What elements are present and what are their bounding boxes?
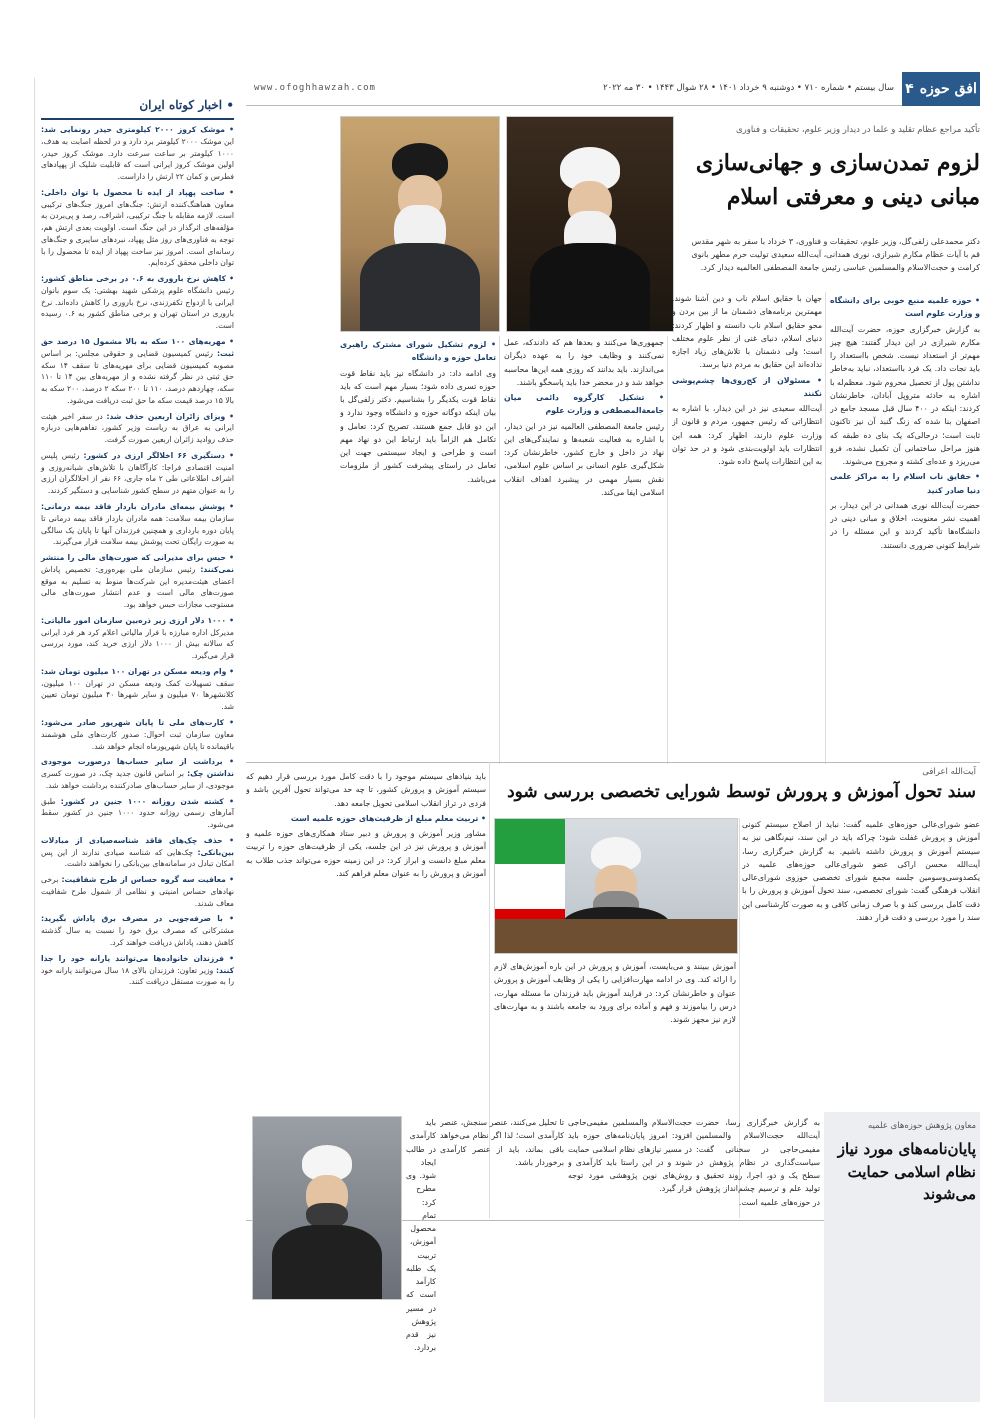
news-item	[41, 411, 234, 446]
news-item	[41, 273, 234, 332]
article1-subhead-4: • تشکیل کارگروه دائمی میان جامعة‌المصطفی و وزارت علوم	[504, 393, 664, 416]
article1-subhead-5: • لزوم تشکیل شورای مشترک راهبری تعامل حوزه و دانشگاه	[340, 340, 496, 363]
page-number: ۴	[905, 80, 914, 97]
article3-kicker: معاون پژوهش حوزه‌های علمیه	[867, 1121, 976, 1131]
article3-col2-body: حجت‌الاسلام والمسلمین مفیمی‌حاجی افزود: امروز پایان‌نامه‌های حوزه باید در مسیر نیازهای نظام اسلامی حمایت شوند و در این راستا باید کارآمدی و روش‌های نوین پژوهشی مورد توجه قرار گیرد.	[568, 1118, 692, 1194]
news-headline[interactable]: • کاهش نرخ باروری به ۰.۶ در برخی مناطق کشور:	[41, 274, 234, 284]
news-headline[interactable]: • حذف چک‌های فاقد شناسه‌صیادی از مبادلات بین‌بانکی:	[41, 835, 234, 857]
news-headline[interactable]: • معافیت سه گروه حساس از طرح شفافیت:	[61, 875, 234, 885]
article1-subhead-2: • حقایق ناب اسلام را به مراکز علمی دنیا صادر کنید	[830, 472, 980, 495]
news-headline[interactable]: • پوشش بیمه‌ای مادران باردار فاقد بیمه درمانی:	[41, 501, 234, 511]
news-list	[41, 124, 234, 988]
news-body: طبق آمارهای رسمی روزانه حدود ۱۰۰۰ جنین در کشور سقط می‌شود.	[41, 796, 234, 830]
news-headline[interactable]: • ساخت پهپاد از ایده تا محصول با توان داخلی:	[41, 187, 234, 197]
news-item	[41, 615, 234, 662]
researcher-photo	[252, 1116, 402, 1300]
article1-col4-body: وی ادامه داد: در دانشگاه نیز باید نقاط قوت حوزه تسری داده شود؛ بسیار مهم است که باید نقاط قوت یکدیگر را بشناسیم. دکتر زلفی‌گل با بیان اینکه دوگانه حوزه و دانشگاه وجود ندارد و این دو قابل جمع هستند، تصریح کرد: تعامل و تکامل هم الزاماً باید ارتباط این دو نهاد مهم است و طراحی و ایجاد سیستمی جهت این تعامل در راستای پیشرفت کشور از ملزومات می‌باشد.	[340, 368, 496, 484]
article2-subhead: • تربیت معلم مبلغ از ظرفیت‌های حوزه علمیه است	[290, 813, 486, 823]
short-news-sidebar	[34, 78, 240, 1418]
news-headline[interactable]: • دستگیری ۶۶ اخلالگر ارزی در کشور:	[83, 450, 234, 460]
article3-column-4	[406, 1116, 436, 1412]
news-body: وزیر تعاون: فرزندان بالای ۱۸ سال می‌توانند یارانه خود را به صورت مستقل دریافت کنند.	[41, 965, 234, 987]
news-body: رئیس سازمان ملی بهره‌وری: تخصیص پاداش اعضای هیئت‌مدیره این شرکت‌ها منوط به تسلیم به موقع صورت‌های مالی است و عدم انتشار صورت‌های مالی مستوجب مجازات حبس خواهد بود.	[41, 564, 234, 610]
article2-col3-body: باید بنیادهای سیستم موجود را با دقت کامل مورد بررسی قرار دهیم که سیستم آموزش و پرورش کشور، تا چه حد می‌تواند تحول آفرین باشد و فردی در تراز انقلاب اسلامی تحویل جامعه دهد.	[246, 772, 486, 808]
article1-lead: دکتر محمدعلی زلفی‌گل، وزیر علوم، تحقیقات و فناوری، ۳ خرداد با سفر به شهر مقدس قم با آیات عظام مکارم شیرازی، نوری همدانی، آیت‌الله سعیدی تولیت حرم مطهر بانوی کرامت و حجت‌الاسلام والمسلمین عباسی رئیس جامعة المصطفی العالمیه دیدار کرد.	[691, 237, 980, 272]
article3-column-3	[440, 1116, 564, 1412]
article2-col1-body: عضو شورای‌عالی حوزه‌های علمیه گفت: نباید از اصلاح سیستم کنونی آموزش و پرورش غفلت شود؛ چراکه باید در این سند، نیم‌نگاهی نیز به سیستم آموزش و پرورش داشته باشیم. به گزارش خبرگزاری رسا، آیت‌الله محسن اراکی عضو شورای‌عالی حوزه‌های علمیه در یکصدوسی‌وسومین جلسه مجمع شورای تخصصی حوزوی شورای‌عالی انقلاب فرهنگی گفت: شورای تخصصی، سند تحول آموزش و پرورش را با دقت کامل بررسی کند و با صرف زمانی کافی و به صورت کارشناسی این سند را مورد بررسی و دقت قرار دهند.	[742, 820, 980, 922]
article1-col3-body: جمهوری‌ها می‌کنند و بعدها هم که دادندکه، عمل نمی‌کنند و وظایف خود را به عهده دیگران می‌اندازند. باید بدانند که روزی همه این‌ها محاسبه خواهد شد و در محضر خدا باید پاسخگو باشند.	[504, 338, 664, 387]
article2-kicker: آیت‌الله اعرافی	[922, 767, 976, 777]
article1-col1-body2: حضرت آیت‌الله نوری همدانی در این دیدار، بر اهمیت نشر معنویت، اخلاق و مبانی دینی در دانشگاه‌ها تأکید کردند و این مسئله را در شرایط کنونی ضروری دانستند.	[830, 500, 980, 550]
article3-col4-body: باید کارآمدی در طالب ایجاد شود. وی مطرح کرد: تمام محصول آموزش، تربیت یک طلبه کارآمد است که در مسیر پژوهش نیز قدم بردارد.	[406, 1118, 436, 1353]
news-headline[interactable]: • وام ودیعه مسکن در تهران ۱۰۰ میلیون تومان شد:	[41, 666, 234, 676]
news-headline[interactable]: • موشک کروز ۲۰۰۰ کیلومتری حیدر رونمایی شد:	[41, 125, 235, 134]
article1-subhead-3: • مسئولان از کج‌روی‌ها چشم‌پوشی نکنند	[672, 375, 822, 398]
article1-col3-body2: رئیس جامعة المصطفی العالمیه نیز در این دیدار، با اشاره به فعالیت شعبه‌ها و نمایندگی‌های این نهاد در داخل و خارج کشور، خاطرنشان کرد: شکل‌گیری علوم انسانی بر اساس علوم اسلامی، نقش بسیار مهمی در پیشبرد اهداف انقلاب اسلامی ایفا می‌کند.	[504, 421, 664, 497]
article1-headline: لزوم تمدن‌سازی و جهانی‌سازی مبانی دینی و معرفتی اسلام	[695, 150, 980, 211]
news-headline[interactable]: • برداشت از سایر حساب‌ها درصورت موجودی نداشتن چک:	[41, 757, 234, 779]
article1-subhead-1: • حوزه علمیه منبع خوبی برای دانشگاه و وزارت علوم است	[830, 296, 980, 319]
sidebar-title: • اخبار کوتاه ایران	[41, 78, 234, 120]
news-headline[interactable]: • ویزای زائران اربعین حذف شد:	[106, 411, 235, 421]
news-body: معاون هماهنگ‌کننده ارتش: جنگ‌های امروز جنگ‌های ترکیبی است. لازمه مقابله با جنگ ترکیبی، اشراف، رصد و پی‌بردن به مؤلفه‌های اثرگذار در این جنگ است. اولویت بعدی ارتش هم، توجه به فناوری‌های روز مثل پهپاد، نبردهای سایبری و جنگ‌های رسانه‌ای است. امروز نیز ساخت پهپاد از ایده تا محصول را با توان داخلی محقق کرده‌ایم.	[41, 199, 234, 268]
news-body: برخی نهادهای حساس امنیتی و نظامی از شمول طرح شفافیت معاف شدند.	[41, 875, 234, 908]
news-headline[interactable]: • با صرفه‌جویی در مصرف برق پاداش بگیرید:	[41, 914, 234, 924]
news-body: رئیس دانشگاه علوم پزشکی شهید بهشتی: یک سوم بانوان ایرانی با ازدواج تکفرزندی، نرخ باروری را کاهش داده‌اند. نرخ باروری در استان تهران و برخی مناطق کشور به ۰.۶ رسیده است.	[41, 285, 234, 331]
news-item	[41, 953, 234, 988]
article3-col3-body: تا تحلیل می‌کنند، عنصر سنجش، عنصر کارآمدی است؛ لذا اگر نظام می‌خواهد باقی بماند، باید از عنصر کارآمدی برخوردار باشد.	[440, 1118, 564, 1167]
news-body: رئیس کمیسیون قضایی و حقوقی مجلس: بر اساس مصوبه کمیسیون قضایی برای مهریه‌های تا سقف ۱۴ سکه حق ثبتی در نظر گرفته نشده و از مهریه‌های بین ۱۴ تا ۱۱۰ سکه، چهاردهم درصد، ۱۱۰ تا ۲۰۰ سکه ۲ درصد، ۲۰۰ سکه به بالا ۱۵ درصد قیمت سکه ما حق ثبت دریافت می‌شود.	[41, 348, 234, 405]
news-item	[41, 756, 234, 791]
website-url[interactable]: www.ofoghhawzah.com	[254, 83, 376, 93]
article2-col2-body: آموزش ببینند و می‌بایست، آموزش و پرورش در این باره آموزش‌های لازم را ارائه کند. وی در ادامه مهارت‌افزایی را یکی از وظایف آموزش و پرورش عنوان و خاطرنشان کرد: در فرایند آموزش باید فرزندان ما مسئله مهارت، درس را بیاموزند و فهم و آماده برای ورود به جامعه باشند و به مهارت‌های لازم نیز مجهز شوند.	[494, 962, 736, 1024]
news-item	[41, 124, 234, 183]
article2-headline: سند تحول آموزش و پرورش توسط شورایی تخصصی بررسی شود	[507, 782, 976, 802]
news-body: معاون سازمان ثبت احوال: صدور کارت‌های ملی هوشمند باقیمانده تا پایان شهریورماه انجام خواهد شد.	[41, 729, 234, 751]
news-headline[interactable]: • مهریه‌های ۱۰۰ سکه به بالا مشمول ۱۵ درصد حق ثبت:	[41, 337, 234, 358]
news-item	[41, 874, 234, 909]
article1-kicker: تأکید مراجع عظام تقلید و علما در دیدار وزیر علوم، تحقیقات و فناوری	[735, 125, 980, 135]
news-item	[41, 717, 234, 752]
news-item	[41, 835, 234, 870]
news-item	[41, 187, 234, 269]
news-body: بر اساس قانون جدید چک، در صورت کسری موجودی، از سایر حساب‌های صادرکننده برداشت خواهد شد.	[41, 769, 234, 790]
news-body: این موشک ۲۰۰۰ کیلومتر برد دارد و در لحظه اصابت به هدف، ۱۰۰۰ کیلومتر بر ساعت سرعت دارد. موشک کروز حیدر، اولین موشک کروز ایرانی است که قابلیت شلیک از پهپادهای فطرس و کمان ۲۲ ارتش را داراست.	[41, 136, 235, 182]
news-item	[41, 501, 234, 548]
article3-col1-body: به گزارش خبرگزاری رسا، حضرت آیت‌الله حجت‌الاسلام والمسلمین مفیمی‌حاجی در سخنانی گفت: سیاست‌گذاری در نظام پژوهش در سطح یک و دو، اجرا، روند تحقیق و تولید علم و ترسیم چشم‌انداز پژوهش در حوزه‌های علمیه است.	[696, 1118, 820, 1207]
article2-col3-body2: مشاور وزیر آموزش و پرورش و دبیر ستاد همکاری‌های حوزه علمیه و آموزش و پرورش نیز در این جلسه، یکی از ظرفیت‌های حوزه را تربیت معلم مبلغ دانست و ابراز کرد: در این زمینه حوزه می‌تواند جذب طلاب به آموزش و پرورش را به عنوان معلم فراهم کند.	[246, 829, 486, 878]
article3-column-2	[568, 1116, 692, 1412]
news-item	[41, 552, 234, 611]
news-item	[41, 666, 234, 713]
news-headline[interactable]: • کارت‌های ملی تا پایان شهریور صادر می‌شود:	[41, 717, 234, 727]
article1-col2-body: جهان با حقایق اسلام ناب و دین آشنا شوند. مهمترین برنامه‌های دشمنان ما از بین بردن و محو حقایق اسلام ناب دانسته و اظهار کردند: دنیای اسلام، دنیای غنی از نظر علوم مختلف است؛ ولی دشمنان با تلاش‌های زیاد اجازه نداده‌اند این حقایق به مردم دنیا برسد.	[672, 294, 822, 370]
news-headline[interactable]: • کشته شدن روزانه ۱۰۰۰ جنین در کشور:	[60, 796, 234, 806]
news-body: مشترکانی که مصرف برق خود را نسبت به سال گذشته کاهش دهند، پاداش دریافت خواهند کرد.	[41, 926, 234, 947]
article1-col1-body1: به گزارش خبرگزاری حوزه، حضرت آیت‌الله مکارم شیرازی در این دیدار گفتند: هیچ چیز مهم‌تر از استعداد نیست. شخص بااستعداد را باید نجات داد. یک فرد بااستعداد، نباید به‌خاطر نداشتن پول از تحصیل محروم شود. معظم‌له با اشاره به حادثه متروپل آبادان، خاطرنشان کردند: اینکه در ۴۰۰ سال قبل مسجد جامع در اصفهان بنا شده که زنگ گنبد آن نیز تاکنون ثابت است؛ درحالی‌که یک بنای ده طبقه که هنوز مراحل ساختمانی آن تکمیل نشده، فرو می‌ریزد و عده‌ای کشته و مجروح می‌شوند.	[830, 324, 980, 466]
news-body: سازمان بیمه سلامت: همه مادران باردار فاقد بیمه درمانی تا پایان دوره بارداری و همچنین فرزندان آنها تا پایان یک سالگی به صورت رایگان تحت پوشش بیمه سلامت قرار می‌گیرند.	[41, 513, 234, 547]
news-headline[interactable]: • حبس برای مدیرانی که صورت‌های مالی را منتشر نمی‌کنند:	[41, 553, 234, 574]
news-body: رئیس پلیس امنیت اقتصادی فراجا: کارآگاهان با تلاش‌های شبانه‌روزی و اشراف اطلاعاتی طی ۲ ماه جاری، ۶۶ نفر از اخلالگران ارزی را به عنوان متهم در سطح کشور شناسایی و دستگیر کردند.	[41, 450, 235, 496]
news-body: چک‌هایی که شناسه صیادی ندارند از این پس امکان تبادل در سامانه‌های بین‌بانکی را نخواهند داشت.	[41, 847, 234, 869]
news-item	[41, 913, 234, 948]
masthead-logo: افق حوزه	[919, 80, 977, 97]
article1-col2-body2: آیت‌الله سعیدی نیز در این دیدار، با اشاره به انتظاراتی که رئیس جمهور، مردم و قانون از وزارت علوم دارند، اظهار کرد: همه این انتظارات باید اولویت‌بندی شود و در حد توان به این انتظارات پاسخ داده شود.	[672, 404, 822, 466]
news-item	[41, 796, 234, 831]
news-item	[41, 450, 234, 497]
news-body: در سفر اخیر هیئت ایرانی به عراق به ریاست وزیر کشور، تفاهم‌هایی درباره حذف روادید زائران اربعین صورت گرفت.	[41, 411, 234, 445]
article3-column-1	[696, 1116, 820, 1412]
issue-info: سال بیستم • شماره ۷۱۰ • دوشنبه ۹ خرداد ۱۴۰۱ • ۲۸ شوال ۱۴۴۳ • ۳۰ مه ۲۰۲۲	[603, 83, 894, 93]
news-item	[41, 336, 234, 407]
news-headline[interactable]: • ۱۰۰۰ دلار ارزی زیر ذره‌بین سازمان امور مالیاتی:	[41, 615, 234, 625]
article3-headline: پایان‌نامه‌های مورد نیاز نظام اسلامی حمایت می‌شوند	[837, 1140, 976, 1203]
news-body: سقف تسهیلات کمک ودیعه مسکن در تهران ۱۰۰ میلیون، کلانشهرها ۷۰ میلیون و سایر شهرها ۴۰ میلیون تومان تعیین شد.	[41, 678, 235, 712]
news-headline[interactable]: • فرزندان خانواده‌ها می‌توانند یارانه خود را جدا کنند:	[41, 953, 234, 975]
news-body: مدیرکل اداره مبارزه با فرار مالیاتی اعلام کرد هر فرد ایرانی که سالانه بیش از ۱۰۰۰ دلار ارزی خرید کند، مورد بررسی قرار می‌گیرد.	[41, 627, 234, 661]
article3-wrapper	[246, 0, 980, 1428]
